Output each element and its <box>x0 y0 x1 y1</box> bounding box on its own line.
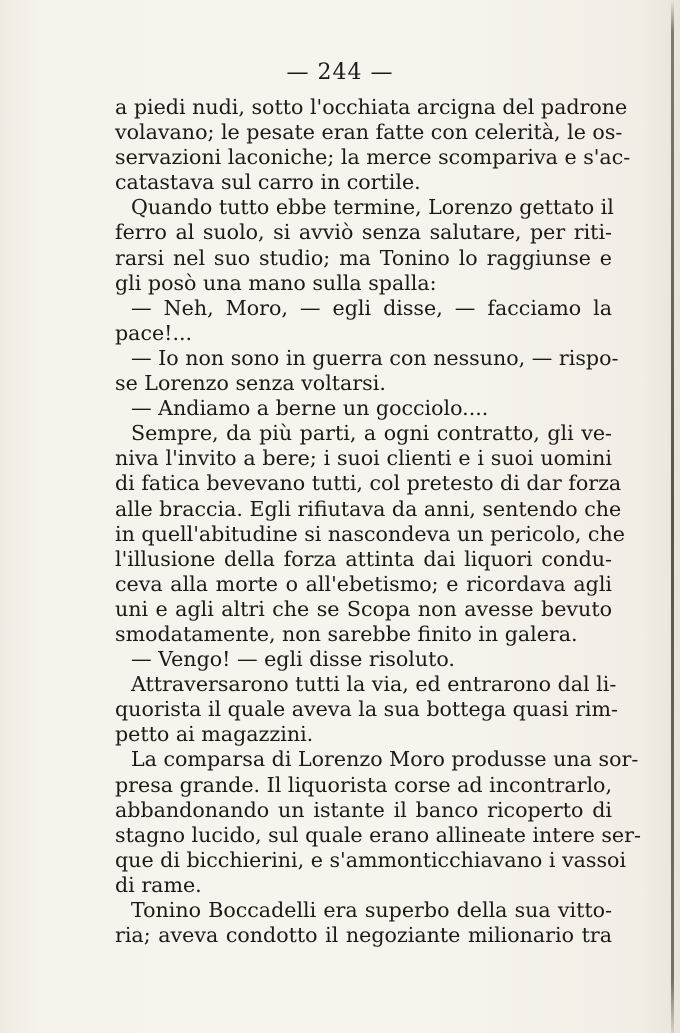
page-number: — 244 — <box>286 60 394 85</box>
text-line: petto ai magazzini. <box>115 722 314 747</box>
text-line: abbandonando un istante il banco ricoperto di <box>115 797 612 822</box>
text-line: que di bicchierini, e s'ammonticchiavano i vassoi <box>115 847 627 872</box>
text-line: ferro al suolo, si avviò senza salutare, per riti- <box>115 220 612 245</box>
text-line: — Io non sono in guerra con nessuno, — rispo- <box>131 345 619 370</box>
text-line: — Andiamo a berne un gocciolo.... <box>131 396 489 421</box>
text-line: ceva alla morte o all'ebetismo; e ricordava agli <box>115 571 612 596</box>
text-line: alle braccia. Egli rifiutava da anni, sentendo che <box>115 496 622 521</box>
text-line: uni e agli altri che se Scopa non avesse bevuto <box>115 596 612 621</box>
text-line: Tonino Boccadelli era superbo della sua vitto- <box>131 898 612 922</box>
text-line: volavano; le pesate eran fatte con celerità, le os- <box>115 120 623 145</box>
text-line: — Vengo! — egli disse risoluto. <box>131 647 455 672</box>
text-line: stagno lucido, sul quale erano allineate intere ser- <box>115 822 641 847</box>
text-line: se Lorenzo senza voltarsi. <box>115 371 386 396</box>
text-line: l'illusione della forza attinta dai liquori condu- <box>115 546 612 571</box>
text-line: rarsi nel suo studio; ma Tonino lo raggiunse e <box>115 245 612 270</box>
text-line: Quando tutto ebbe termine, Lorenzo gettato il <box>131 195 614 220</box>
text-line: servazioni laconiche; la merce scompariva e s'ac- <box>115 145 631 170</box>
text-line: — Neh, Moro, — egli disse, — facciamo la <box>131 295 612 320</box>
text-line: catastava sul carro in cortile. <box>115 170 421 195</box>
text-line: di fatica bevevano tutti, col pretesto di dar forza <box>115 471 622 496</box>
text-line: di rame. <box>115 872 202 897</box>
text-line: Sempre, da più parti, a ogni contratto, gli ve- <box>131 421 612 446</box>
text-line: Attraversarono tutti la via, ed entrarono dal li- <box>131 672 617 697</box>
page-edge-shadow <box>671 0 674 1033</box>
text-line: La comparsa di Lorenzo Moro produsse una sor- <box>131 747 639 772</box>
text-line: ria; aveva condotto il negoziante milionario tra <box>115 923 612 948</box>
text-line: quorista il quale aveva la sua bottega quasi rim- <box>115 697 618 722</box>
text-line: a piedi nudi, sotto l'occhiata arcigna del padrone <box>115 95 628 119</box>
text-line: in quell'abitudine si nascondeva un pericolo, che <box>115 521 625 546</box>
text-line: presa grande. Il liquorista corse ad incontrarlo, <box>115 772 612 797</box>
text-line: smodatamente, non sarebbe finito in galera. <box>115 621 578 646</box>
text-line: gli posò una mano sulla spalla: <box>115 270 437 295</box>
text-line: pace!... <box>115 320 193 345</box>
body-text <box>115 95 641 948</box>
text-line: niva l'invito a bere; i suoi clienti e i suoi uomini <box>115 446 612 471</box>
